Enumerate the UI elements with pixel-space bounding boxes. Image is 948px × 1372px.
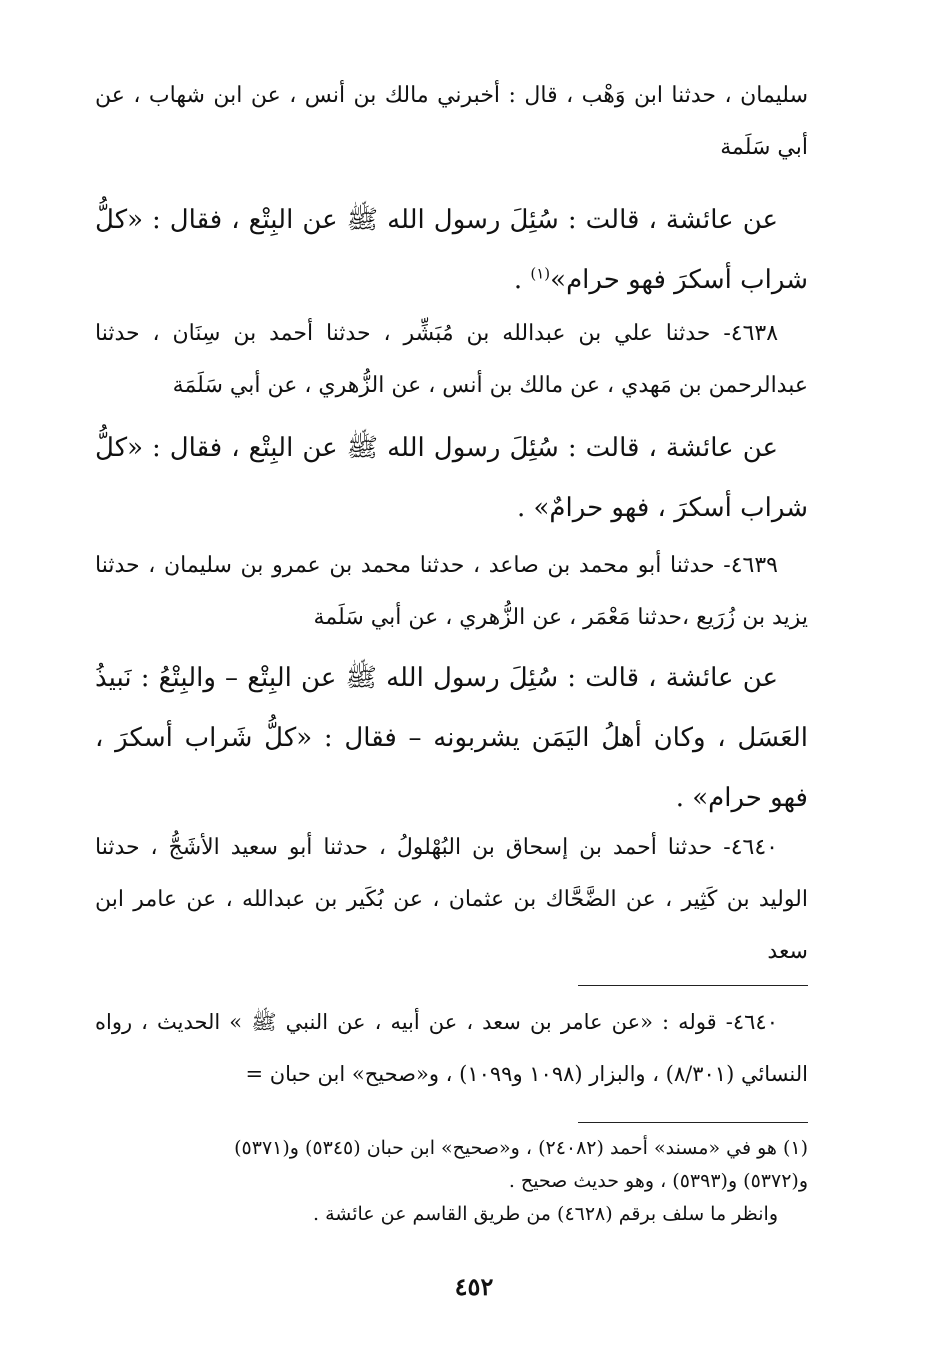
footnote-1-line-2: و(٥٣٧٢) و(٥٣٩٣) ، وهو حديث صحيح . bbox=[508, 1170, 808, 1192]
commentary-number: ٤٦٤٠- bbox=[725, 1010, 778, 1034]
matn-4637-text: عن عائشة ، قالت : سُئِلَ رسول الله ﷺ عن البِتْع ، فقال : «كلُّ شراب أسكرَ فهو حرام» bbox=[95, 205, 808, 295]
page-number: ٤٥٢ bbox=[454, 1272, 494, 1301]
isnad-4637-text: سليمان ، حدثنا ابن وَهْب ، قال : أخبرني مالك بن أنس ، عن ابن شهاب ، عن أبي سَلَمة bbox=[95, 83, 808, 160]
isnad-4639-text: حدثنا أبو محمد بن صاعد ، حدثنا محمد بن عمرو بن سليمان ، حدثنا يزيد بن زُرَيع ،حدثنا مَعْمَر ، عن الزُّهري ، عن أبي سَلَمة bbox=[95, 553, 808, 630]
footnote-1-line-3: وانظر ما سلف برقم (٤٦٢٨) من طريق القاسم عن عائشة . bbox=[312, 1203, 778, 1225]
matn-4638-text: عن عائشة ، قالت : سُئِلَ رسول الله ﷺ عن البِتْع ، فقال : «كلُّ شراب أسكرَ ، فهو حرامٌ» . bbox=[95, 433, 808, 523]
matn-4638 bbox=[95, 418, 808, 538]
matn-4639 bbox=[95, 648, 808, 828]
isnad-4640-text: حدثنا أحمد بن إسحاق بن البُهْلولُ ، حدثنا أبو سعيد الأشَجُّ ، حدثنا الوليد بن كَثِير ، عن الضَّحَّاك بن عثمان ، عن بُكَير بن عبدالله ، عن عامر ابن سعد bbox=[95, 835, 808, 964]
isnad-4638-text: حدثنا علي بن عبدالله بن مُبَشِّر ، حدثنا أحمد بن سِنَان ، حدثنا عبدالرحمن بن مَهدي ، عن مالك بن أنس ، عن الزُّهري ، عن أبي سَلَمَة bbox=[95, 321, 808, 398]
matn-4637-end: . bbox=[513, 265, 531, 295]
hadith-number-4640: ٤٦٤٠- bbox=[723, 835, 778, 860]
footnote-marker-1[interactable]: (١) bbox=[530, 264, 551, 283]
commentary-4640 bbox=[95, 996, 808, 1100]
isnad-4640 bbox=[95, 822, 808, 978]
commentary-separator bbox=[578, 985, 808, 986]
hadith-number-4639: ٤٦٣٩- bbox=[723, 553, 778, 578]
isnad-4638 bbox=[95, 308, 808, 412]
matn-4639-text: عن عائشة ، قالت : سُئِلَ رسول الله ﷺ عن البِتْع – والبِتْعُ : نَبيذُ العَسَل ، وكان أهلُ اليَمَن يشربونه – فقال : «كلُّ شَراب أسكرَ ، فهو حرام» . bbox=[95, 663, 808, 813]
footnote-1-line-1: (١) هو في «مسند» أحمد (٢٤٠٨٢) ، و«صحيح» ابن حبان (٥٣٤٥) و(٥٣٧١) bbox=[234, 1137, 808, 1159]
hadith-number-4638: ٤٦٣٨- bbox=[723, 321, 779, 346]
isnad-4639 bbox=[95, 540, 808, 644]
isnad-4637 bbox=[95, 70, 808, 174]
matn-4637 bbox=[95, 190, 808, 310]
footnotes bbox=[95, 1132, 808, 1231]
footnote-separator bbox=[578, 1122, 808, 1123]
commentary-text: قوله : «عن عامر بن سعد ، عن أبيه ، عن النبي ﷺ » الحديث ، رواه النسائي (٨/٣٠١) ، والبزار (١٠٩٨ و١٠٩٩) ، و«صحيح» ابن حبان = bbox=[95, 1010, 808, 1086]
